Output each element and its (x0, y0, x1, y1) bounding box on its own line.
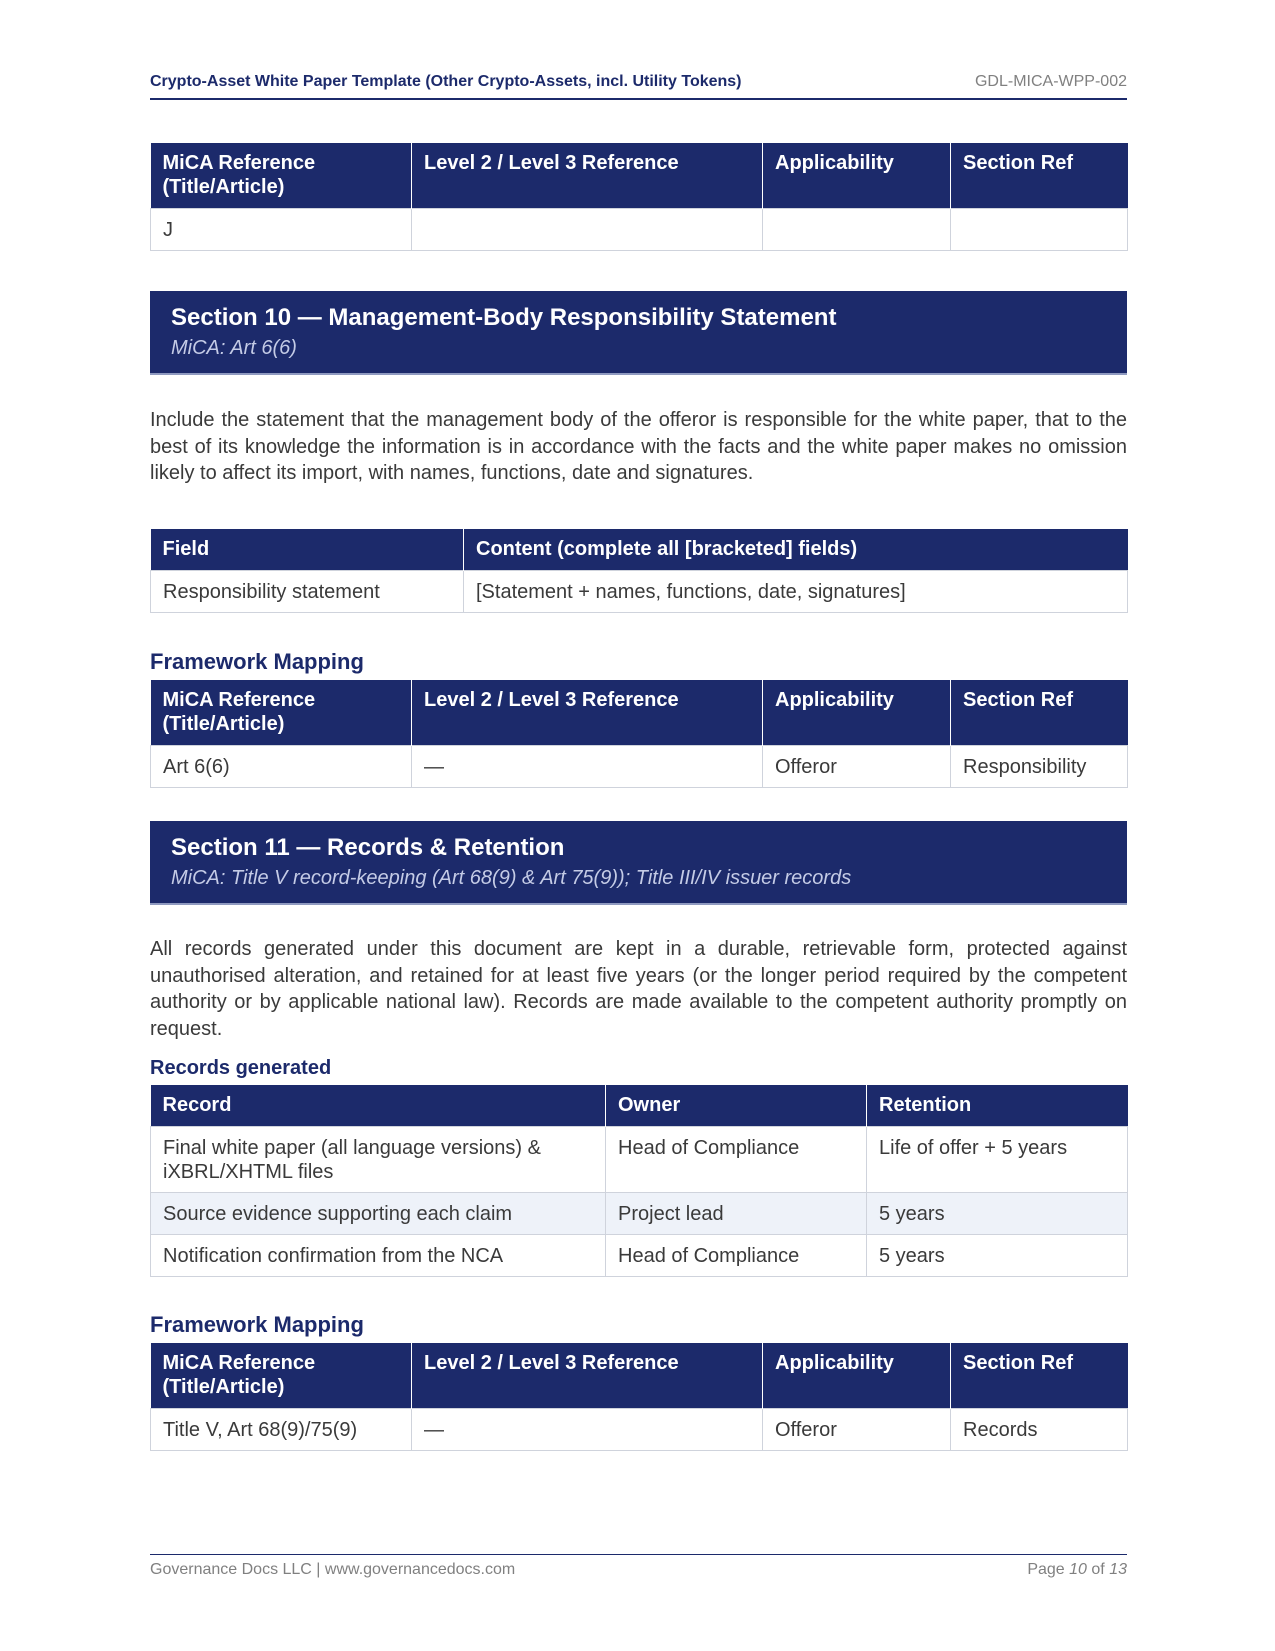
table-header-row (151, 529, 1128, 571)
table-row (151, 1193, 1128, 1235)
table-header-row (151, 1343, 1128, 1409)
table-cell: [Statement + names, functions, date, signatures] (464, 571, 1128, 613)
section-11-mapping-table (150, 1343, 1128, 1451)
column-header: MiCA Reference (Title/Article) (151, 143, 412, 209)
table-cell: Records (951, 1409, 1128, 1451)
table-cell: Source evidence supporting each claim (151, 1193, 606, 1235)
records-generated-title: Records generated (150, 1057, 332, 1079)
table-cell: Art 6(6) (151, 746, 412, 788)
column-header: Section Ref (951, 1343, 1128, 1409)
section-10-mapping-title: Framework Mapping (150, 649, 364, 674)
footer-company: Governance Docs LLC | www.governancedocs.com (150, 1561, 516, 1578)
column-header: Applicability (763, 1343, 951, 1409)
table-cell: Notification confirmation from the NCA (151, 1235, 606, 1277)
section-10-paragraph: Include the statement that the management body of the offeror is responsible for the white paper, that to the best of its knowledge the information is in accordance with the facts and the white paper makes no omission likely to affect its import, with names, functions, date and signatures. (150, 409, 1127, 484)
table-cell: Project lead (606, 1193, 867, 1235)
table-cell: Life of offer + 5 years (867, 1127, 1128, 1193)
table-header-row (151, 143, 1128, 209)
section-10-mapping-table (150, 680, 1128, 788)
page-header (150, 72, 1127, 100)
page-number (1027, 1561, 1127, 1579)
table-header-row (151, 680, 1128, 746)
document-title: Crypto-Asset White Paper Template (Other Crypto-Assets, incl. Utility Tokens) (150, 73, 742, 90)
page-of-label: of (1091, 1561, 1105, 1578)
table-cell: Head of Compliance (606, 1235, 867, 1277)
table-cell (763, 209, 951, 251)
column-header: Level 2 / Level 3 Reference (412, 680, 763, 746)
table-cell: Head of Compliance (606, 1127, 867, 1193)
framework-mapping-table-continued (150, 143, 1128, 251)
column-header: Applicability (763, 680, 951, 746)
column-header: MiCA Reference (Title/Article) (151, 1343, 412, 1409)
page-current: 10 (1069, 1561, 1087, 1578)
table-header-row (151, 1085, 1128, 1127)
column-header: Retention (867, 1085, 1128, 1127)
section-10-title: Section 10 — Management-Body Responsibility Statement (171, 304, 837, 331)
table-cell: Final white paper (all language versions) & iXBRL/XHTML files (151, 1127, 606, 1193)
table-cell: Title V, Art 68(9)/75(9) (151, 1409, 412, 1451)
table-cell: Responsibility (951, 746, 1128, 788)
column-header: MiCA Reference (Title/Article) (151, 680, 412, 746)
column-header: Content (complete all [bracketed] fields) (464, 529, 1128, 571)
table-row (151, 1235, 1128, 1277)
document-id: GDL-MICA-WPP-002 (974, 73, 1127, 90)
section-10-subtitle: MiCA: Art 6(6) (171, 337, 297, 359)
column-header: Applicability (763, 143, 951, 209)
section-11-title: Section 11 — Records & Retention (171, 834, 565, 861)
column-header: Level 2 / Level 3 Reference (412, 1343, 763, 1409)
column-header: Field (151, 529, 464, 571)
section-11-paragraph: All records generated under this document are kept in a durable, retrievable form, protected against unauthorised alteration, and retained for at least five years (or the longer period required by the competent authority or by applicable national law). Records are made available to the competent authority promptly on request. (150, 938, 1127, 1040)
records-table (150, 1085, 1128, 1277)
column-header: Record (151, 1085, 606, 1127)
column-header: Section Ref (951, 143, 1128, 209)
table-row (151, 209, 1128, 251)
page-footer (150, 1554, 1127, 1585)
table-row (151, 746, 1128, 788)
section-10-field-table (150, 529, 1128, 613)
table-cell: J (151, 209, 412, 251)
table-cell: 5 years (867, 1193, 1128, 1235)
table-cell (412, 209, 763, 251)
table-row (151, 1127, 1128, 1193)
table-cell (951, 209, 1128, 251)
table-cell: Offeror (763, 746, 951, 788)
section-11-mapping-title: Framework Mapping (150, 1312, 364, 1337)
column-header: Level 2 / Level 3 Reference (412, 143, 763, 209)
page-label: Page (1027, 1561, 1065, 1578)
page-total: 13 (1109, 1561, 1127, 1578)
table-row (151, 1409, 1128, 1451)
section-11-heading-band (150, 821, 1127, 905)
column-header: Owner (606, 1085, 867, 1127)
table-cell: — (412, 746, 763, 788)
table-row (151, 571, 1128, 613)
column-header: Section Ref (951, 680, 1128, 746)
section-11-subtitle: MiCA: Title V record-keeping (Art 68(9) & Art 75(9)); Title III/IV issuer records (171, 867, 852, 889)
table-cell: Responsibility statement (151, 571, 464, 613)
table-cell: Offeror (763, 1409, 951, 1451)
table-cell: — (412, 1409, 763, 1451)
section-10-heading-band (150, 291, 1127, 375)
table-cell: 5 years (867, 1235, 1128, 1277)
